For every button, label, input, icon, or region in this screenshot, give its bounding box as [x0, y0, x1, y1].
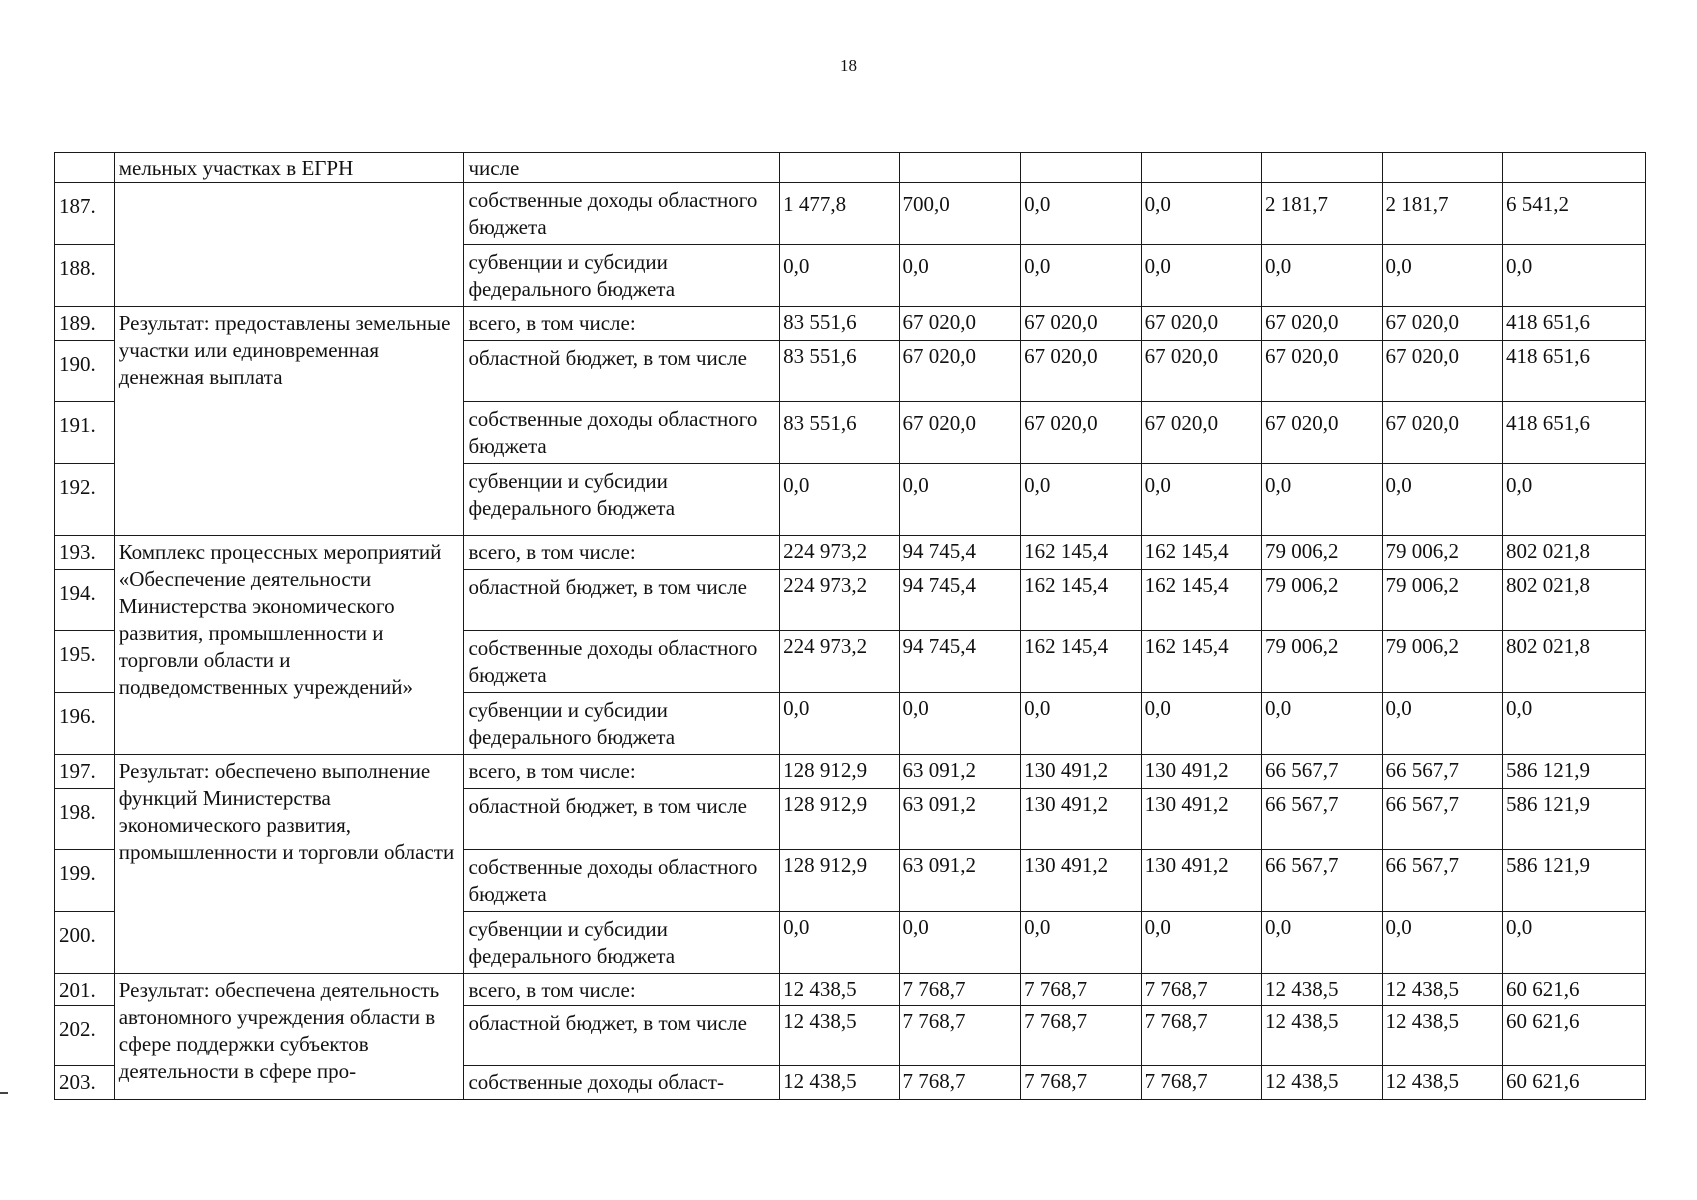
- value-cell: 67 020,0: [1141, 402, 1261, 464]
- row-number-cell: [55, 153, 115, 183]
- funding-category: субвенции и субсидии федерального бюджета: [464, 245, 780, 307]
- funding-category: субвенции и субсидии федерального бюджета: [464, 464, 780, 536]
- value-cell: 128 912,9: [780, 789, 899, 850]
- value-cell: 67 020,0: [1021, 307, 1141, 341]
- value-cell: 79 006,2: [1382, 570, 1502, 631]
- value-cell: [1141, 153, 1261, 183]
- funding-category: всего, в том числе:: [464, 307, 780, 341]
- budget-table: [54, 152, 1646, 1100]
- table-row: [55, 183, 1646, 245]
- funding-category: областной бюджет, в том числе: [464, 570, 780, 631]
- row-description: [114, 183, 464, 307]
- value-cell: 586 121,9: [1503, 789, 1646, 850]
- value-cell: 162 145,4: [1021, 536, 1141, 570]
- value-cell: [1503, 153, 1646, 183]
- value-cell: 60 621,6: [1503, 974, 1646, 1006]
- value-cell: 79 006,2: [1382, 536, 1502, 570]
- value-cell: [1382, 153, 1502, 183]
- funding-category: субвенции и субсидии федерального бюджета: [464, 693, 780, 755]
- value-cell: 0,0: [1382, 245, 1502, 307]
- row-description: Результат: обеспечена деятельность автономного учреждения области в сфере поддержки субъектов деятельности в сфере про-: [114, 974, 464, 1100]
- row-number: 187.: [55, 183, 115, 245]
- value-cell: 66 567,7: [1262, 755, 1382, 789]
- table-row: [55, 536, 1646, 570]
- value-cell: 0,0: [1021, 693, 1141, 755]
- value-cell: 0,0: [780, 912, 899, 974]
- value-cell: 802 021,8: [1503, 631, 1646, 693]
- value-cell: 0,0: [1021, 245, 1141, 307]
- value-cell: 0,0: [780, 245, 899, 307]
- value-cell: 0,0: [1503, 912, 1646, 974]
- funding-category: собственные доходы областного бюджета: [464, 850, 780, 912]
- value-cell: 83 551,6: [780, 402, 899, 464]
- value-cell: 12 438,5: [780, 1066, 899, 1100]
- row-number: 192.: [55, 464, 115, 536]
- table-row: [55, 755, 1646, 789]
- value-cell: 12 438,5: [780, 974, 899, 1006]
- value-cell: 66 567,7: [1262, 850, 1382, 912]
- value-cell: 67 020,0: [1382, 307, 1502, 341]
- value-cell: 130 491,2: [1141, 850, 1261, 912]
- page-number: 18: [840, 56, 857, 75]
- value-cell: 0,0: [1503, 693, 1646, 755]
- value-cell: 67 020,0: [1262, 307, 1382, 341]
- value-cell: 7 768,7: [899, 974, 1021, 1006]
- value-cell: [1021, 153, 1141, 183]
- value-cell: 60 621,6: [1503, 1006, 1646, 1066]
- value-cell: 12 438,5: [1262, 1066, 1382, 1100]
- row-description: Результат: предоставлены земельные участки или единовременная денежная выплата: [114, 307, 464, 536]
- value-cell: 0,0: [1262, 245, 1382, 307]
- value-cell: 0,0: [780, 464, 899, 536]
- value-cell: 67 020,0: [1262, 402, 1382, 464]
- value-cell: 418 651,6: [1503, 307, 1646, 341]
- value-cell: 66 567,7: [1262, 789, 1382, 850]
- value-cell: 67 020,0: [899, 341, 1021, 402]
- value-cell: 63 091,2: [899, 789, 1021, 850]
- value-cell: 7 768,7: [1141, 1006, 1261, 1066]
- margin-mark: [0, 1092, 8, 1094]
- value-cell: 162 145,4: [1141, 631, 1261, 693]
- value-cell: 12 438,5: [1382, 974, 1502, 1006]
- value-cell: 7 768,7: [899, 1066, 1021, 1100]
- value-cell: 94 745,4: [899, 536, 1021, 570]
- row-number: 191.: [55, 402, 115, 464]
- row-number: 200.: [55, 912, 115, 974]
- value-cell: 67 020,0: [899, 402, 1021, 464]
- value-cell: 0,0: [1021, 183, 1141, 245]
- row-number: 201.: [55, 974, 115, 1006]
- value-cell: 0,0: [899, 464, 1021, 536]
- row-description: Результат: обеспечено выполнение функций Министерства экономического развития, промышленности и торговли области: [114, 755, 464, 974]
- value-cell: [780, 153, 899, 183]
- value-cell: 2 181,7: [1382, 183, 1502, 245]
- row-number: 203.: [55, 1066, 115, 1100]
- table-row: [55, 307, 1646, 341]
- value-cell: 60 621,6: [1503, 1066, 1646, 1100]
- value-cell: 94 745,4: [899, 570, 1021, 631]
- value-cell: 0,0: [1262, 464, 1382, 536]
- value-cell: 130 491,2: [1141, 755, 1261, 789]
- value-cell: 79 006,2: [1262, 631, 1382, 693]
- value-cell: 7 768,7: [899, 1006, 1021, 1066]
- funding-category: областной бюджет, в том числе: [464, 1006, 780, 1066]
- value-cell: 130 491,2: [1021, 789, 1141, 850]
- funding-category: областной бюджет, в том числе: [464, 341, 780, 402]
- value-cell: [1262, 153, 1382, 183]
- value-cell: 130 491,2: [1141, 789, 1261, 850]
- value-cell: 0,0: [1262, 693, 1382, 755]
- value-cell: 12 438,5: [1262, 1006, 1382, 1066]
- table-row: [55, 974, 1646, 1006]
- value-cell: 83 551,6: [780, 341, 899, 402]
- value-cell: 12 438,5: [780, 1006, 899, 1066]
- value-cell: 0,0: [1141, 183, 1261, 245]
- value-cell: 128 912,9: [780, 755, 899, 789]
- value-cell: 83 551,6: [780, 307, 899, 341]
- table-row: [55, 153, 1646, 183]
- row-description: Комплекс процессных мероприятий «Обеспечение деятельности Министерства экономического развития, промышленности и торговли области и подведомственных учреждений»: [114, 536, 464, 755]
- value-cell: 162 145,4: [1021, 570, 1141, 631]
- value-cell: 66 567,7: [1382, 789, 1502, 850]
- value-cell: 63 091,2: [899, 755, 1021, 789]
- value-cell: 586 121,9: [1503, 755, 1646, 789]
- value-cell: 0,0: [1382, 464, 1502, 536]
- funding-category: собственные доходы областного бюджета: [464, 402, 780, 464]
- value-cell: 0,0: [1503, 464, 1646, 536]
- funding-category: всего, в том числе:: [464, 974, 780, 1006]
- funding-category: собственные доходы областного бюджета: [464, 631, 780, 693]
- value-cell: 0,0: [1503, 245, 1646, 307]
- row-number: 198.: [55, 789, 115, 850]
- value-cell: 67 020,0: [1021, 341, 1141, 402]
- row-number: 199.: [55, 850, 115, 912]
- value-cell: 418 651,6: [1503, 341, 1646, 402]
- value-cell: 12 438,5: [1262, 974, 1382, 1006]
- row-number: 188.: [55, 245, 115, 307]
- funding-category: числе: [464, 153, 780, 183]
- value-cell: 67 020,0: [1141, 341, 1261, 402]
- funding-category: всего, в том числе:: [464, 536, 780, 570]
- value-cell: 0,0: [1262, 912, 1382, 974]
- value-cell: 79 006,2: [1382, 631, 1502, 693]
- value-cell: 128 912,9: [780, 850, 899, 912]
- budget-table-container: [54, 152, 1646, 1100]
- row-number: 196.: [55, 693, 115, 755]
- value-cell: 63 091,2: [899, 850, 1021, 912]
- funding-category: областной бюджет, в том числе: [464, 789, 780, 850]
- value-cell: 224 973,2: [780, 631, 899, 693]
- value-cell: 67 020,0: [1382, 402, 1502, 464]
- value-cell: 418 651,6: [1503, 402, 1646, 464]
- value-cell: 7 768,7: [1141, 1066, 1261, 1100]
- funding-category: собственные доходы областного бюджета: [464, 183, 780, 245]
- value-cell: 0,0: [1141, 693, 1261, 755]
- row-number: 194.: [55, 570, 115, 631]
- value-cell: 802 021,8: [1503, 570, 1646, 631]
- value-cell: 162 145,4: [1141, 570, 1261, 631]
- value-cell: 7 768,7: [1021, 1006, 1141, 1066]
- value-cell: 0,0: [1382, 693, 1502, 755]
- value-cell: 586 121,9: [1503, 850, 1646, 912]
- row-number: 197.: [55, 755, 115, 789]
- value-cell: 130 491,2: [1021, 850, 1141, 912]
- value-cell: 802 021,8: [1503, 536, 1646, 570]
- value-cell: 700,0: [899, 183, 1021, 245]
- value-cell: 130 491,2: [1021, 755, 1141, 789]
- value-cell: 0,0: [1141, 464, 1261, 536]
- value-cell: 66 567,7: [1382, 850, 1502, 912]
- value-cell: 0,0: [1141, 912, 1261, 974]
- funding-category: собственные доходы област-: [464, 1066, 780, 1100]
- value-cell: 79 006,2: [1262, 536, 1382, 570]
- value-cell: 66 567,7: [1382, 755, 1502, 789]
- value-cell: 0,0: [1382, 912, 1502, 974]
- value-cell: 7 768,7: [1021, 1066, 1141, 1100]
- row-number: 189.: [55, 307, 115, 341]
- row-number: 190.: [55, 341, 115, 402]
- value-cell: 0,0: [1141, 245, 1261, 307]
- value-cell: 67 020,0: [1382, 341, 1502, 402]
- value-cell: 67 020,0: [1262, 341, 1382, 402]
- value-cell: 0,0: [780, 693, 899, 755]
- row-description: мельных участках в ЕГРН: [114, 153, 464, 183]
- value-cell: 2 181,7: [1262, 183, 1382, 245]
- value-cell: 0,0: [1021, 464, 1141, 536]
- value-cell: 7 768,7: [1141, 974, 1261, 1006]
- value-cell: 6 541,2: [1503, 183, 1646, 245]
- value-cell: 67 020,0: [1021, 402, 1141, 464]
- value-cell: 7 768,7: [1021, 974, 1141, 1006]
- value-cell: 67 020,0: [1141, 307, 1261, 341]
- value-cell: 224 973,2: [780, 570, 899, 631]
- value-cell: 79 006,2: [1262, 570, 1382, 631]
- funding-category: субвенции и субсидии федерального бюджета: [464, 912, 780, 974]
- value-cell: 0,0: [899, 912, 1021, 974]
- value-cell: 224 973,2: [780, 536, 899, 570]
- funding-category: всего, в том числе:: [464, 755, 780, 789]
- value-cell: 12 438,5: [1382, 1066, 1502, 1100]
- value-cell: [899, 153, 1021, 183]
- value-cell: 162 145,4: [1141, 536, 1261, 570]
- value-cell: 94 745,4: [899, 631, 1021, 693]
- row-number: 202.: [55, 1006, 115, 1066]
- value-cell: 67 020,0: [899, 307, 1021, 341]
- value-cell: 162 145,4: [1021, 631, 1141, 693]
- value-cell: 1 477,8: [780, 183, 899, 245]
- value-cell: 0,0: [899, 245, 1021, 307]
- value-cell: 0,0: [899, 693, 1021, 755]
- row-number: 195.: [55, 631, 115, 693]
- row-number: 193.: [55, 536, 115, 570]
- value-cell: 12 438,5: [1382, 1006, 1502, 1066]
- value-cell: 0,0: [1021, 912, 1141, 974]
